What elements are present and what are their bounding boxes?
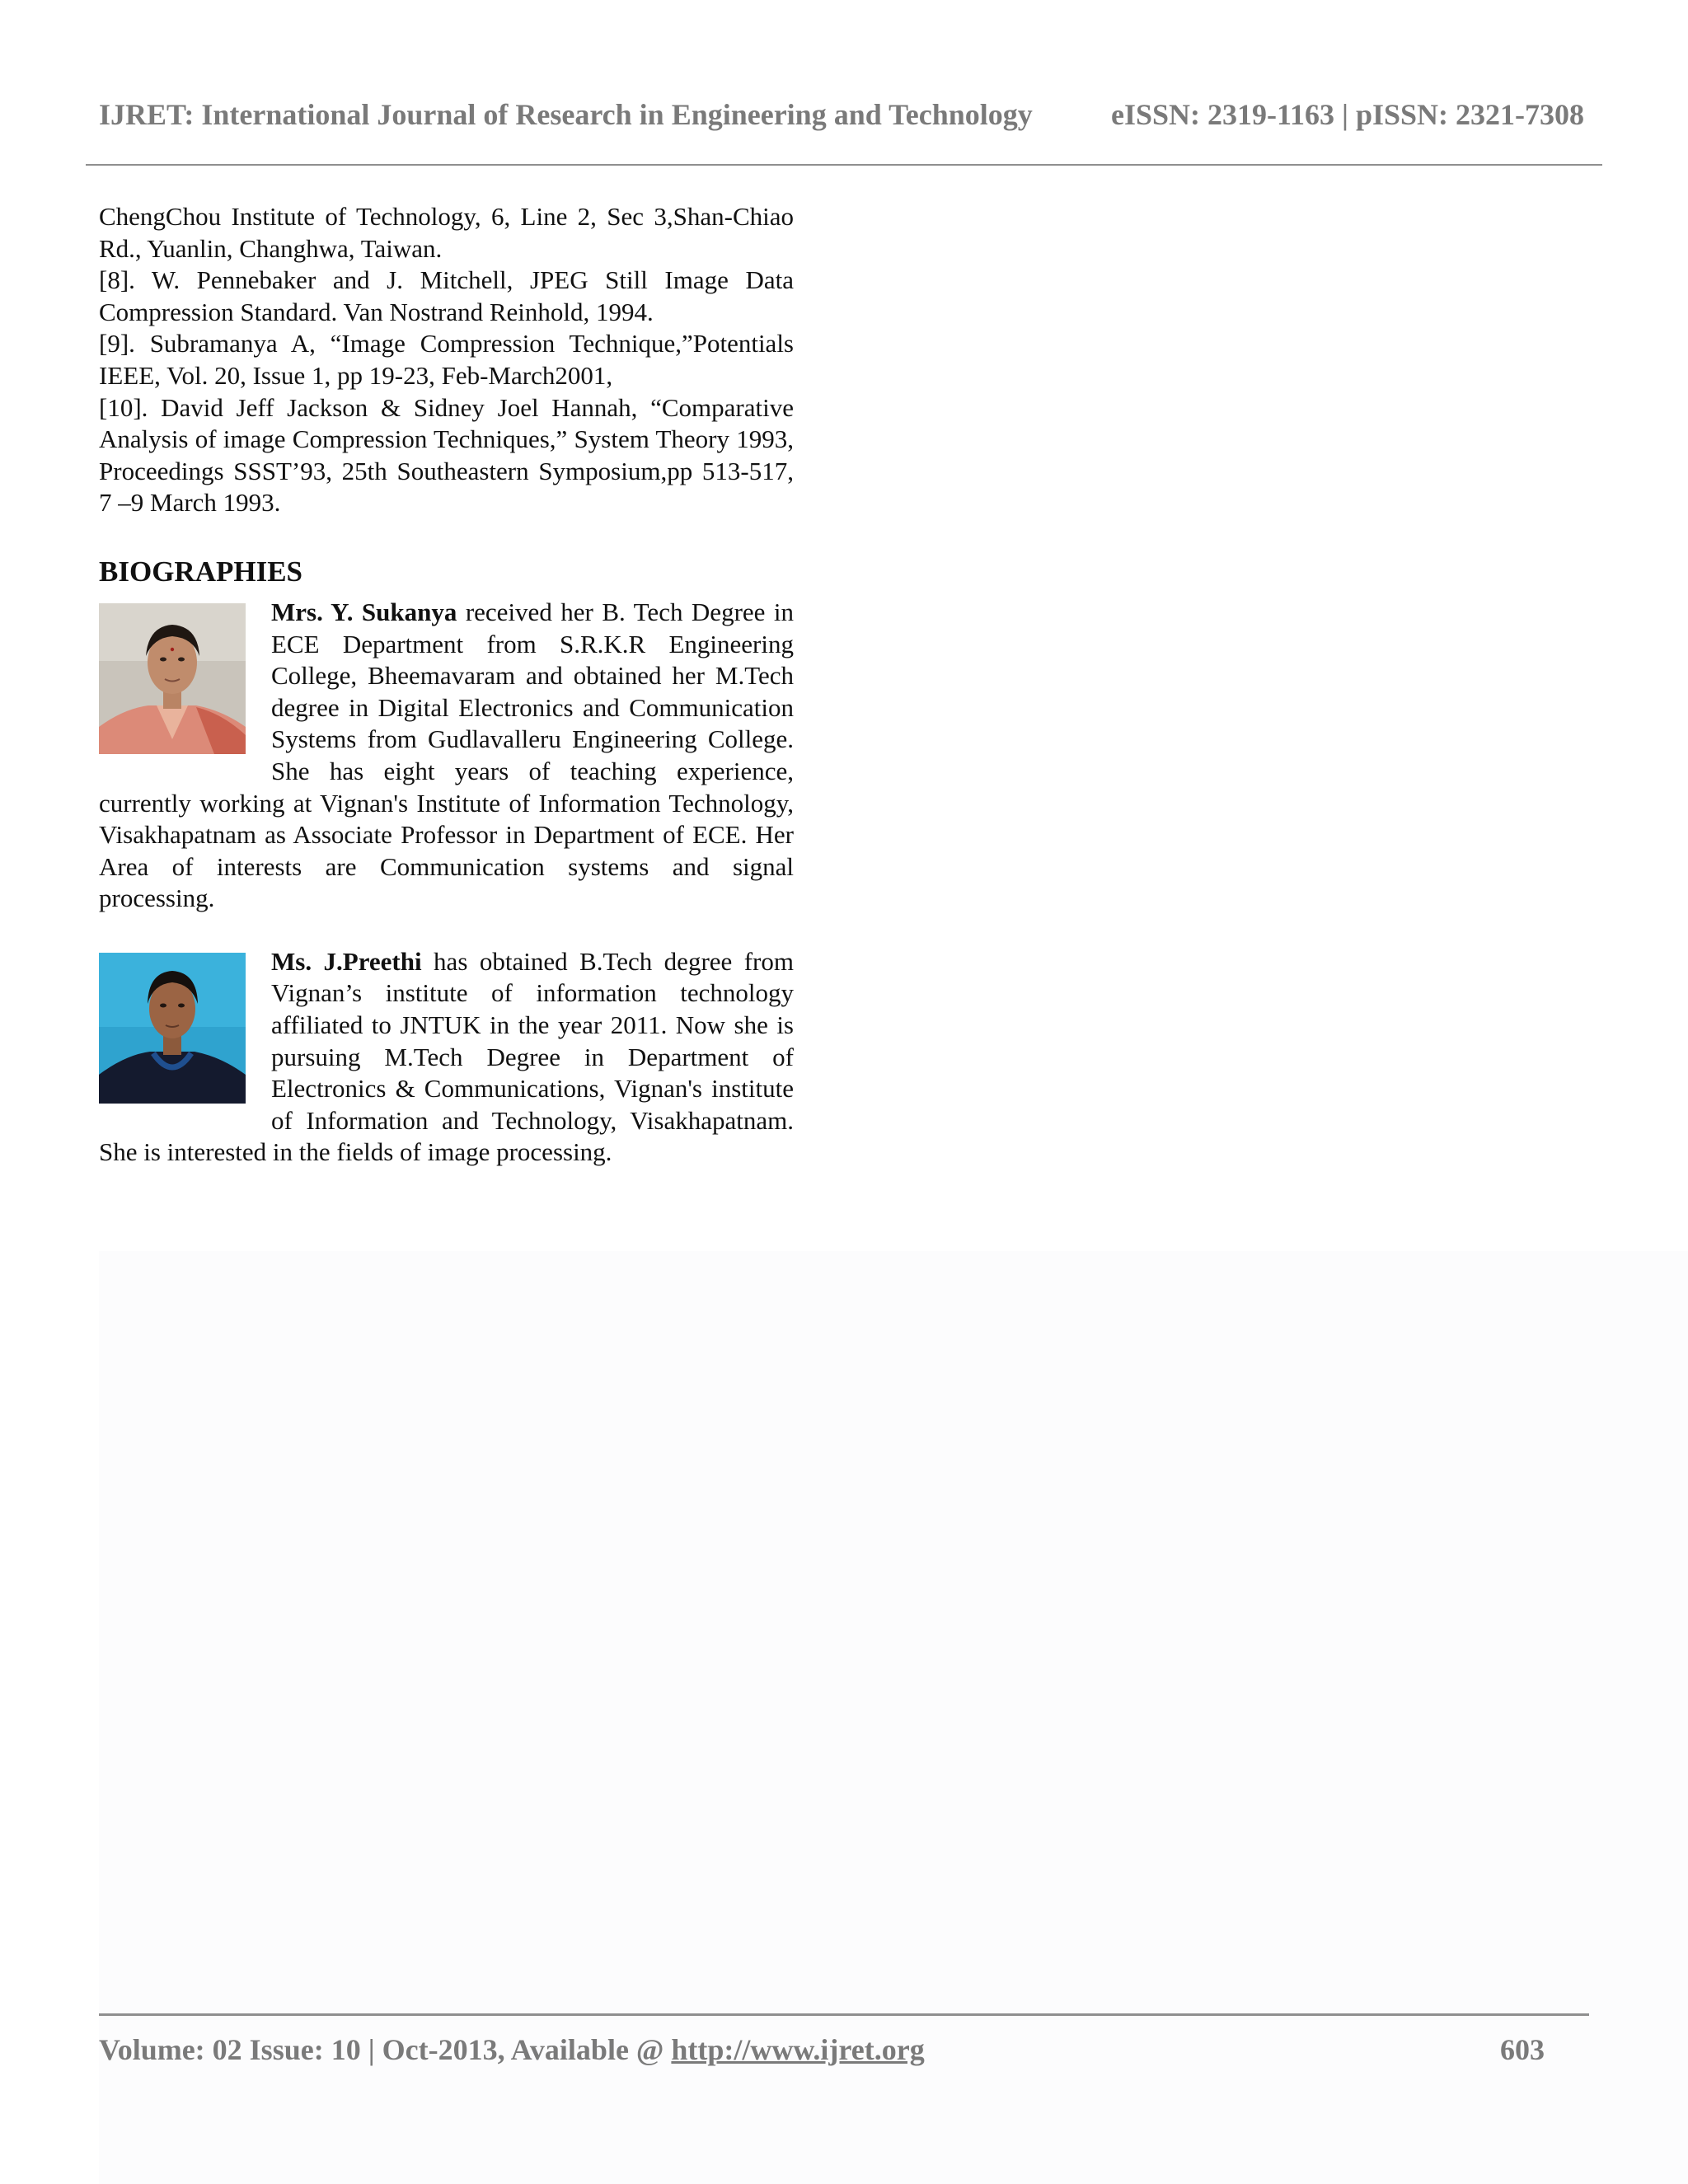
author-bio-preethi: has obtained B.Tech degree from Vignan’s institute of information technology affiliated to JNTUK in the year 2011. Now she is pursuing M.Tech Degree in Department of Electronics & Communications, Vignan's institute of Information and Technology, Visakhapatnam. She is interested in the fields of image processing. [99, 946, 794, 1167]
author-photo-preethi [99, 953, 246, 1104]
reference-list [99, 201, 794, 519]
biographies-heading: BIOGRAPHIES [99, 555, 302, 588]
author-name-preethi: Ms. J.Preethi [271, 946, 422, 976]
footer-volume-info: Volume: 02 Issue: 10 | Oct-2013, Available @ [99, 2033, 672, 2066]
page-header [99, 97, 1587, 137]
biography-preethi [99, 946, 794, 1169]
page-footer [99, 2032, 1545, 2067]
author-photo-sukanya [99, 603, 246, 754]
page-number: 603 [1500, 2033, 1545, 2066]
issn-numbers: eISSN: 2319-1163 | pISSN: 2321-7308 [1111, 98, 1584, 131]
reference-item: [10]. David Jeff Jackson & Sidney Joel Hannah, “Comparative Analysis of image Compression Techniques,” System Theory 1993, Proceedings SSST’93, 25th Southeastern Symposium,pp 513-517, 7 –9 March 1993. [99, 392, 794, 518]
footer-divider [99, 2013, 1589, 2016]
journal-website-link[interactable]: http://www.ijret.org [671, 2033, 925, 2066]
author-bio-sukanya: received her B. Tech Degree in ECE Department from S.R.K.R Engineering College, Bheemavaram and obtained her M.Tech degree in Digital Electronics and Communication Systems from Gudlavalleru Engineering College. She has eight years of teaching experience, currently working at Vignan's Institute of Information Technology, Visakhapatnam as Associate Professor in Department of ECE. Her Area of interests are Communication systems and signal processing. [99, 597, 794, 913]
reference-item: [8]. W. Pennebaker and J. Mitchell, JPEG Still Image Data Compression Standard. Van Nostrand Reinhold, 1994. [99, 265, 794, 326]
biography-sukanya [99, 597, 794, 915]
author-name-sukanya: Mrs. Y. Sukanya [271, 597, 457, 626]
journal-title: IJRET: International Journal of Research in Engineering and Technology [99, 98, 1033, 131]
reference-item: [9]. Subramanya A, “Image Compression Technique,”Potentials IEEE, Vol. 20, Issue 1, pp 19-23, Feb-March2001, [99, 329, 794, 390]
left-column [99, 201, 794, 1169]
reference-item: ChengChou Institute of Technology, 6, Line 2, Sec 3,Shan-Chiao Rd., Yuanlin, Changhwa, Taiwan. [99, 202, 794, 263]
header-divider [86, 164, 1602, 166]
